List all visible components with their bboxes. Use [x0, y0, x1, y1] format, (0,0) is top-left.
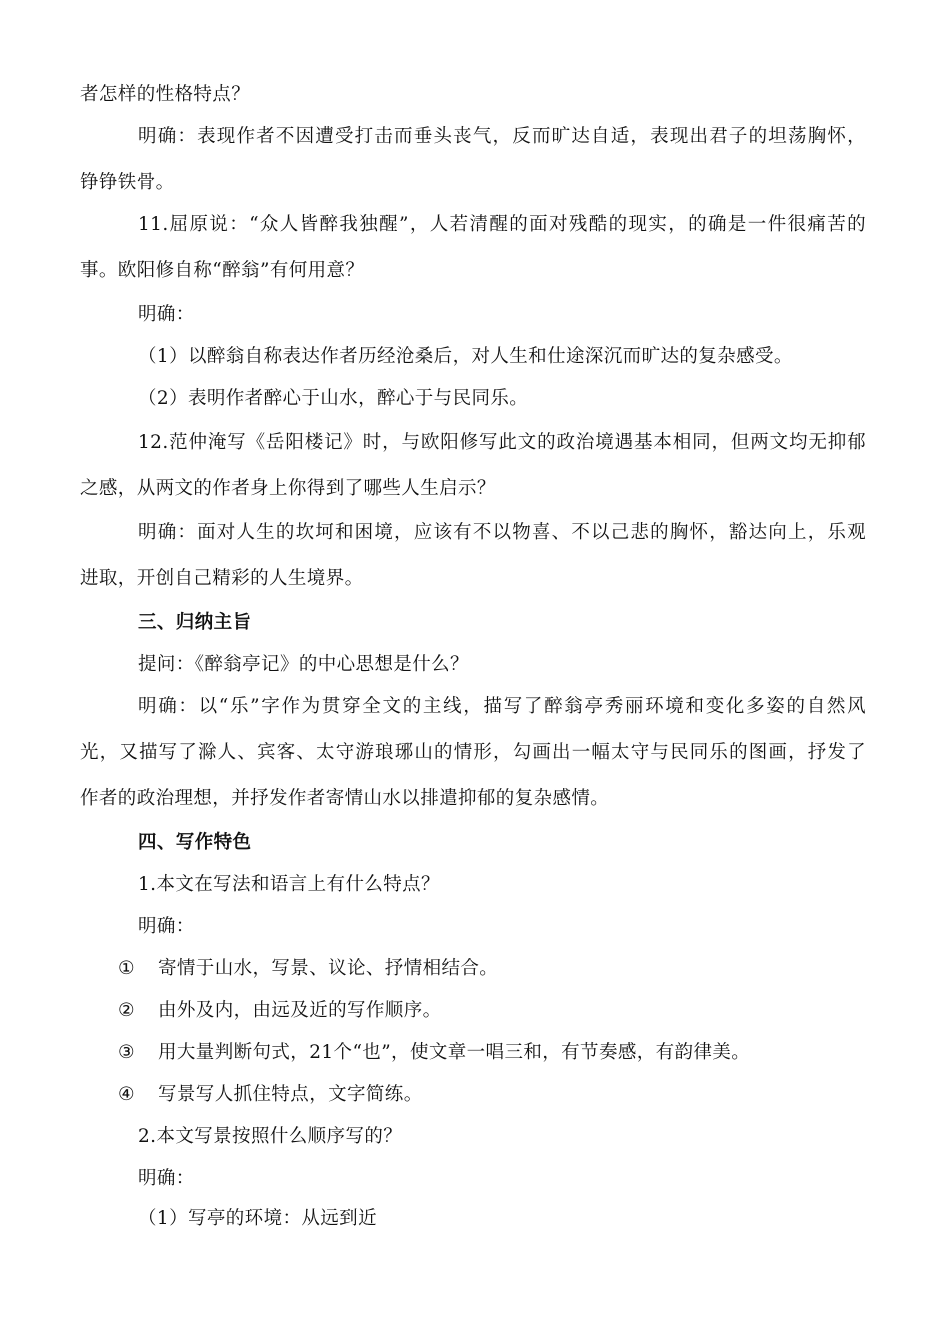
list-item: （1）以醉翁自称表达作者历经沧桑后，对人生和仕途深沉而旷达的复杂感受。 — [138, 346, 793, 367]
question-11: 11.屈原说：“众人皆醉我独醒”，人若清醒的面对残酷的现实，的确是一件很痛苦的 — [138, 214, 866, 235]
paragraph-line: 明确：面对人生的坎坷和困境，应该有不以物喜、不以己悲的胸怀，豁达向上，乐观 — [138, 522, 866, 543]
paragraph-line: 作者的政治理想，并抒发作者寄情山水以排遣抑郁的复杂感情。 — [80, 788, 610, 809]
paragraph-line: 提问：《醉翁亭记》的中心思想是什么？ — [138, 654, 469, 675]
question-12: 12.范仲淹写《岳阳楼记》时，与欧阳修写此文的政治境遇基本相同，但两文均无抑郁 — [138, 432, 866, 453]
list-item: （1）写亭的环境：从远到近 — [138, 1208, 377, 1229]
answer-label: 明确： — [138, 916, 195, 937]
list-item-text: 写景写人抓住特点，文字简练。 — [158, 1084, 423, 1105]
list-item-text: 寄情于山水，写景、议论、抒情相结合。 — [158, 958, 499, 979]
list-marker: ③ — [118, 1042, 135, 1063]
section-heading-3: 三、归纳主旨 — [138, 612, 252, 633]
paragraph-line: 明确：表现作者不因遭受打击而垂头丧气，反而旷达自适，表现出君子的坦荡胸怀， — [138, 126, 866, 147]
paragraph-line: 者怎样的性格特点？ — [80, 84, 251, 105]
paragraph-line: 之感，从两文的作者身上你得到了哪些人生启示？ — [80, 478, 496, 499]
list-item: （2）表明作者醉心于山水，醉心于与民同乐。 — [138, 388, 529, 409]
list-marker: ④ — [118, 1084, 135, 1105]
paragraph-line: 光，又描写了滁人、宾客、太守游琅琊山的情形，勾画出一幅太守与民同乐的图画，抒发了 — [80, 742, 866, 763]
list-item — [118, 956, 498, 982]
paragraph-line: 事。欧阳修自称“醉翁”有何用意？ — [80, 260, 365, 281]
paragraph-line: 进取，开创自己精彩的人生境界。 — [80, 568, 364, 589]
list-item-text: 用大量判断句式，21个“也”，使文章一唱三和，有节奏感，有韵律美。 — [158, 1042, 751, 1063]
paragraph-line: 铮铮铁骨。 — [80, 172, 175, 193]
question-1: 1.本文在写法和语言上有什么特点？ — [138, 874, 440, 895]
answer-label: 明确： — [138, 304, 195, 325]
list-item — [118, 1082, 423, 1108]
list-item — [118, 1040, 750, 1066]
question-2: 2.本文写景按照什么顺序写的？ — [138, 1126, 403, 1147]
list-item — [118, 998, 442, 1024]
answer-label: 明确： — [138, 1168, 195, 1189]
paragraph-line: 明确：以“乐”字作为贯穿全文的主线，描写了醉翁亭秀丽环境和变化多姿的自然风 — [138, 696, 866, 717]
list-marker: ② — [118, 1000, 135, 1021]
section-heading-4: 四、写作特色 — [138, 832, 252, 853]
list-marker: ① — [118, 958, 135, 979]
list-item-text: 由外及内，由远及近的写作顺序。 — [158, 1000, 442, 1021]
